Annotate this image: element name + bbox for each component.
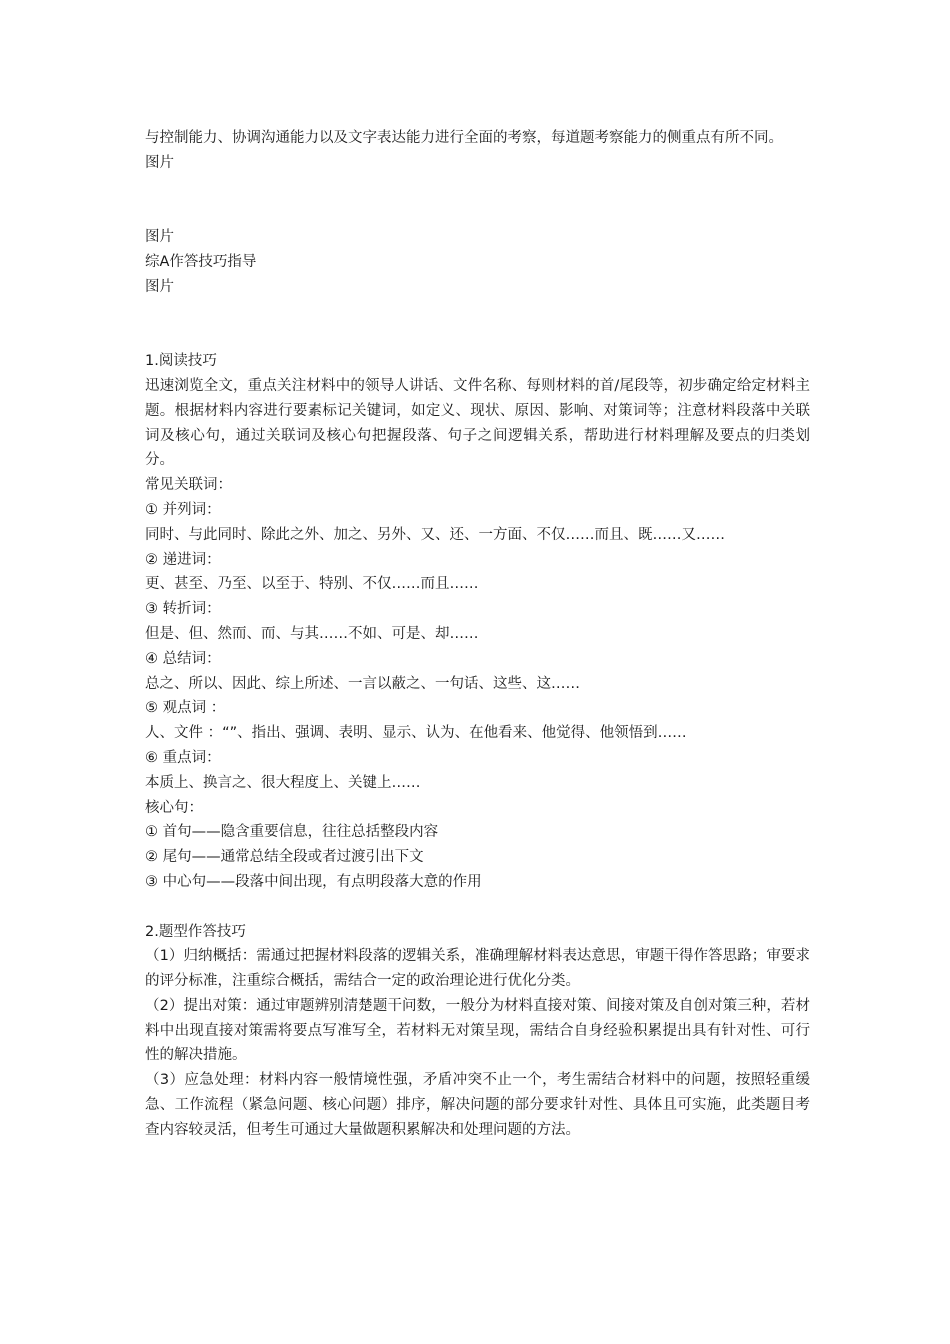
spacer	[145, 300, 810, 350]
connective-words: 同时、与此同时、除此之外、加之、另外、又、还、一方面、不仅……而且、既……又……	[145, 526, 725, 543]
core-sentence-item: ③ 中心句——段落中间出现，有点明段落大意的作用	[145, 873, 482, 890]
connective-words: 人、文件 ：“”、指出、强调、表明、显示、认为、在他看来、他觉得、他领悟到……	[145, 725, 687, 742]
spacer	[145, 176, 810, 226]
core-sentence-item: ② 尾句——通常总结全段或者过渡引出下文	[145, 849, 424, 866]
question-type-item: （3）应急处理：材料内容一般情境性强，矛盾冲突不止一个，考生需结合材料中的问题，按照轻重缓急、工作流程（紧急问题、核心问题）排序，解决问题的部分要求针对性、具体且可实施，此类题目考查内容较灵活，但考生可通过大量做题积累解决和处理问题的方法。	[145, 1072, 810, 1138]
connectives-label: 常见关联词：	[145, 477, 232, 494]
connective-words: 本质上、换言之、很大程度上、关键上……	[145, 774, 421, 791]
question-types-heading: 2.题型作答技巧	[145, 923, 246, 940]
connective-words: 但是、但、然而、而、与其……不如、可是、却……	[145, 625, 479, 642]
intro-paragraph: 与控制能力、协调沟通能力以及文字表达能力进行全面的考察，每道题考察能力的侧重点有所不同。	[145, 130, 783, 146]
reading-body: 迅速浏览全文，重点关注材料中的领导人讲话、文件名称、每则材料的首/尾段等，初步确定给定材料主题。根据材料内容进行要素标记关键词，如定义、现状、原因、影响、对策词等；注意材料段落中关联词及核心句，通过关联词及核心句把握段落、句子之间逻辑关系，帮助进行材料理解及要点的归类划分。	[145, 377, 810, 469]
question-type-item: （1）归纳概括：需通过把握材料段落的逻辑关系，准确理解材料表达意思，审题干得作答思路；审要求的评分标准，注重综合概括，需结合一定的政治理论进行优化分类。	[145, 948, 810, 990]
image-placeholder: 图片	[145, 278, 174, 295]
image-placeholder: 图片	[145, 154, 174, 171]
reading-heading: 1.阅读技巧	[145, 353, 217, 370]
spacer	[145, 895, 810, 920]
guide-title: 综A作答技巧指导	[145, 253, 257, 270]
connective-label: ② 递进词：	[145, 551, 221, 568]
question-type-item: （2）提出对策：通过审题辨别清楚题干问数，一般分为材料直接对策、间接对策及自创对策三种，若材料中出现直接对策需将要点写准写全，若材料无对策呈现，需结合自身经验积累提出具有针对性、可行性的解决措施。	[145, 997, 810, 1064]
core-sentence-item: ① 首句——隐含重要信息，往往总括整段内容	[145, 824, 439, 841]
connective-label: ④ 总结词：	[145, 650, 221, 667]
connective-label: ⑤ 观点词 ：	[145, 700, 226, 717]
document-body	[145, 126, 810, 1143]
connective-label: ③ 转折词：	[145, 601, 221, 618]
image-placeholder: 图片	[145, 229, 174, 246]
connective-words: 总之、所以、因此、综上所述、一言以蔽之、一句话、这些、这……	[145, 675, 580, 692]
core-sentence-label: 核心句：	[145, 799, 203, 816]
connective-label: ⑥ 重点词：	[145, 749, 221, 766]
connective-words: 更、甚至、乃至、以至于、特别、不仅……而且……	[145, 576, 479, 593]
connective-label: ① 并列词：	[145, 501, 221, 518]
